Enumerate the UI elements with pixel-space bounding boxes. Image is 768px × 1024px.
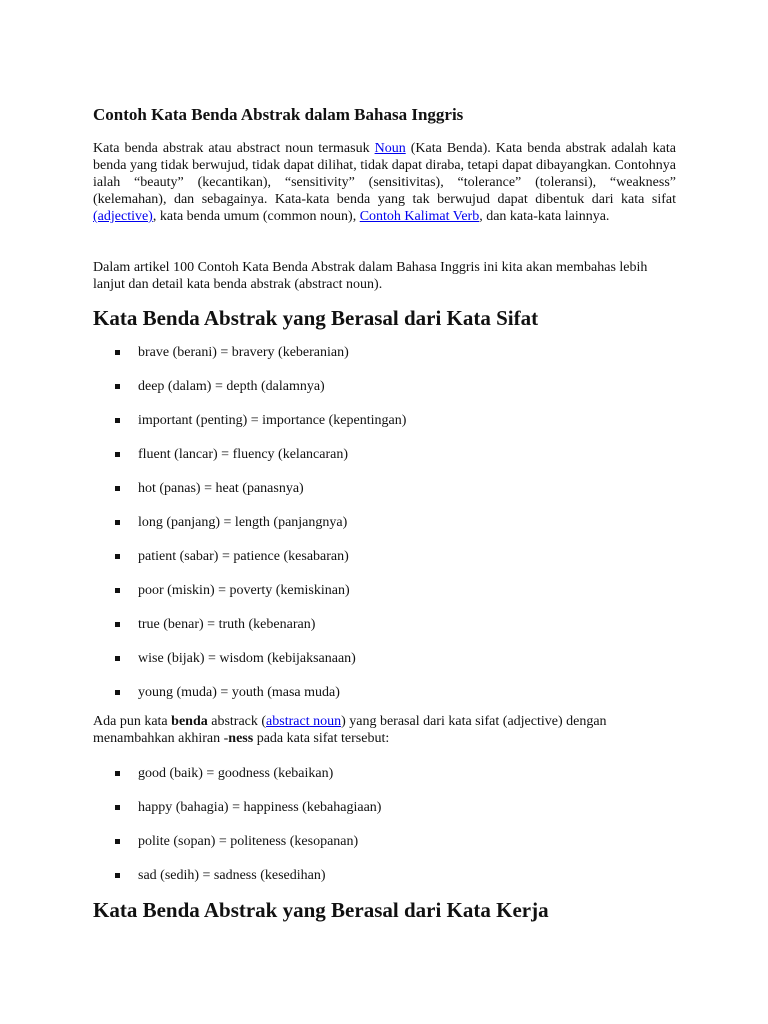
bullet-icon — [115, 873, 120, 878]
ness-bold-benda: benda — [171, 714, 208, 729]
list-item-text: patient (sabar) = patience (kesabaran) — [138, 549, 349, 564]
bullet-icon — [115, 656, 120, 661]
ness-paragraph — [93, 713, 676, 747]
adjective-noun-list — [113, 344, 406, 718]
bullet-icon — [115, 588, 120, 593]
contoh-kalimat-verb-link[interactable]: Contoh Kalimat Verb — [359, 209, 480, 224]
list-item — [113, 833, 381, 867]
list-item-text: young (muda) = youth (masa muda) — [138, 685, 340, 700]
list-item — [113, 446, 406, 480]
list-item-text: poor (miskin) = poverty (kemiskinan) — [138, 583, 350, 598]
section-heading-verb: Kata Benda Abstrak yang Berasal dari Kata Kerja — [93, 898, 549, 922]
list-item-text: brave (berani) = bravery (keberanian) — [138, 345, 349, 360]
intro-text-3: , kata benda umum (common noun), — [152, 209, 360, 224]
list-item-text: true (benar) = truth (kebenaran) — [138, 617, 316, 632]
ness-text-4: pada kata sifat tersebut: — [253, 731, 390, 746]
section-heading-adjective: Kata Benda Abstrak yang Berasal dari Kata Sifat — [93, 306, 539, 330]
intro-paragraph — [93, 140, 676, 225]
article-paragraph: Dalam artikel 100 Contoh Kata Benda Abstrak dalam Bahasa Inggris ini kita akan membahas lebih lanjut dan detail kata benda abstrak (abstract noun). — [93, 260, 648, 292]
bullet-icon — [115, 384, 120, 389]
list-item — [113, 344, 406, 378]
ness-noun-list — [113, 765, 381, 901]
list-item — [113, 480, 406, 514]
ness-text-2: abstrack ( — [207, 714, 267, 729]
list-item — [113, 650, 406, 684]
page-title: Contoh Kata Benda Abstrak dalam Bahasa Inggris — [93, 105, 464, 124]
bullet-icon — [115, 690, 120, 695]
bullet-icon — [115, 350, 120, 355]
list-item — [113, 799, 381, 833]
list-item — [113, 765, 381, 799]
noun-link[interactable]: Noun — [374, 141, 406, 156]
ness-text-3: ) yang berasal dari kata sifat (adjective) dengan menambahkan akhiran - — [93, 714, 607, 746]
list-item — [113, 582, 406, 616]
bullet-icon — [115, 452, 120, 457]
list-item — [113, 548, 406, 582]
list-item — [113, 616, 406, 650]
list-item-text: deep (dalam) = depth (dalamnya) — [138, 379, 325, 394]
list-item-text: hot (panas) = heat (panasnya) — [138, 481, 304, 496]
bullet-icon — [115, 839, 120, 844]
bullet-icon — [115, 805, 120, 810]
ness-bold-suffix: ness — [228, 731, 254, 746]
list-item — [113, 412, 406, 446]
list-item-text: wise (bijak) = wisdom (kebijaksanaan) — [138, 651, 356, 666]
ness-text-1: Ada pun kata — [93, 714, 172, 729]
intro-text-4: , dan kata-kata lainnya. — [479, 209, 610, 224]
list-item-text: good (baik) = goodness (kebaikan) — [138, 766, 334, 781]
bullet-icon — [115, 520, 120, 525]
list-item-text: important (penting) = importance (kepentingan) — [138, 413, 407, 428]
list-item-text: sad (sedih) = sadness (kesedihan) — [138, 868, 326, 883]
bullet-icon — [115, 554, 120, 559]
list-item-text: polite (sopan) = politeness (kesopanan) — [138, 834, 359, 849]
list-item — [113, 867, 381, 901]
list-item-text: fluent (lancar) = fluency (kelancaran) — [138, 447, 348, 462]
bullet-icon — [115, 486, 120, 491]
list-item-text: happy (bahagia) = happiness (kebahagiaan) — [138, 800, 382, 815]
intro-text-2: (Kata Benda). Kata benda abstrak adalah kata benda yang tidak berwujud, tidak dapat dilihat, tidak dapat diraba, tetapi dapat dibayangkan. Contohnya ialah “beauty” (kecantikan), “sensitivity” (sensitivitas), “tolerance” (toleransi), “weakness” (kelemahan), dan sebagainya. Kata-kata benda yang tak berwujud dapat dibentuk dari kata sifat — [93, 141, 677, 207]
list-item — [113, 514, 406, 548]
bullet-icon — [115, 771, 120, 776]
intro-text-1: Kata benda abstrak atau abstract noun termasuk — [93, 141, 375, 156]
abstract-noun-link[interactable]: abstract noun — [266, 714, 342, 729]
list-item-text: long (panjang) = length (panjangnya) — [138, 515, 348, 530]
bullet-icon — [115, 622, 120, 627]
bullet-icon — [115, 418, 120, 423]
adjective-link[interactable]: (adjective) — [93, 209, 153, 224]
list-item — [113, 378, 406, 412]
